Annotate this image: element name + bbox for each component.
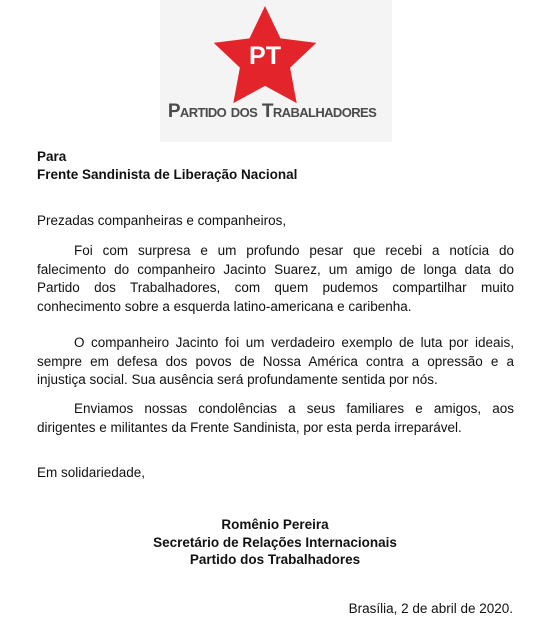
paragraph-3: Enviamos nossas condolências a seus familiares e amigos, aos dirigentes e militantes da Frente Sandinista, por esta perda irreparável. — [37, 401, 514, 435]
party-logo — [160, 0, 392, 142]
signatory-title: Secretário de Relações Internacionais — [153, 535, 397, 550]
signatory-org: Partido dos Trabalhadores — [189, 552, 361, 567]
letter-date: Brasília, 2 de abril de 2020. — [348, 601, 513, 616]
paragraph-1: Foi com surpresa e um profundo pesar que recebi a notícia do falecimento do companheiro Jacinto Suarez, um amigo de longa data do Partido dos Trabalhadores, com quem pudemos compartilhar muito conhecimento sobre a esquerda latino-americana e caribenha. — [37, 243, 514, 314]
recipient-line-2: Frente Sandinista de Liberação Nacional — [37, 167, 298, 182]
logo-name: Partido dos Trabalhadores — [167, 101, 377, 122]
logo-mark: PT — [249, 42, 281, 70]
signatory-name: Romênio Pereira — [221, 517, 329, 532]
paragraph-2: O companheiro Jacinto foi um verdadeiro exemplo de luta por ideais, sempre em defesa dos povos de Nossa América contra a opressão e a injustiça social. Sua ausência será profundamente sentida por nós. — [37, 335, 514, 387]
greeting: Prezadas companheiras e companheiros, — [37, 213, 287, 228]
closing: Em solidariedade, — [37, 465, 146, 480]
recipient-line-1: Para — [37, 149, 67, 164]
